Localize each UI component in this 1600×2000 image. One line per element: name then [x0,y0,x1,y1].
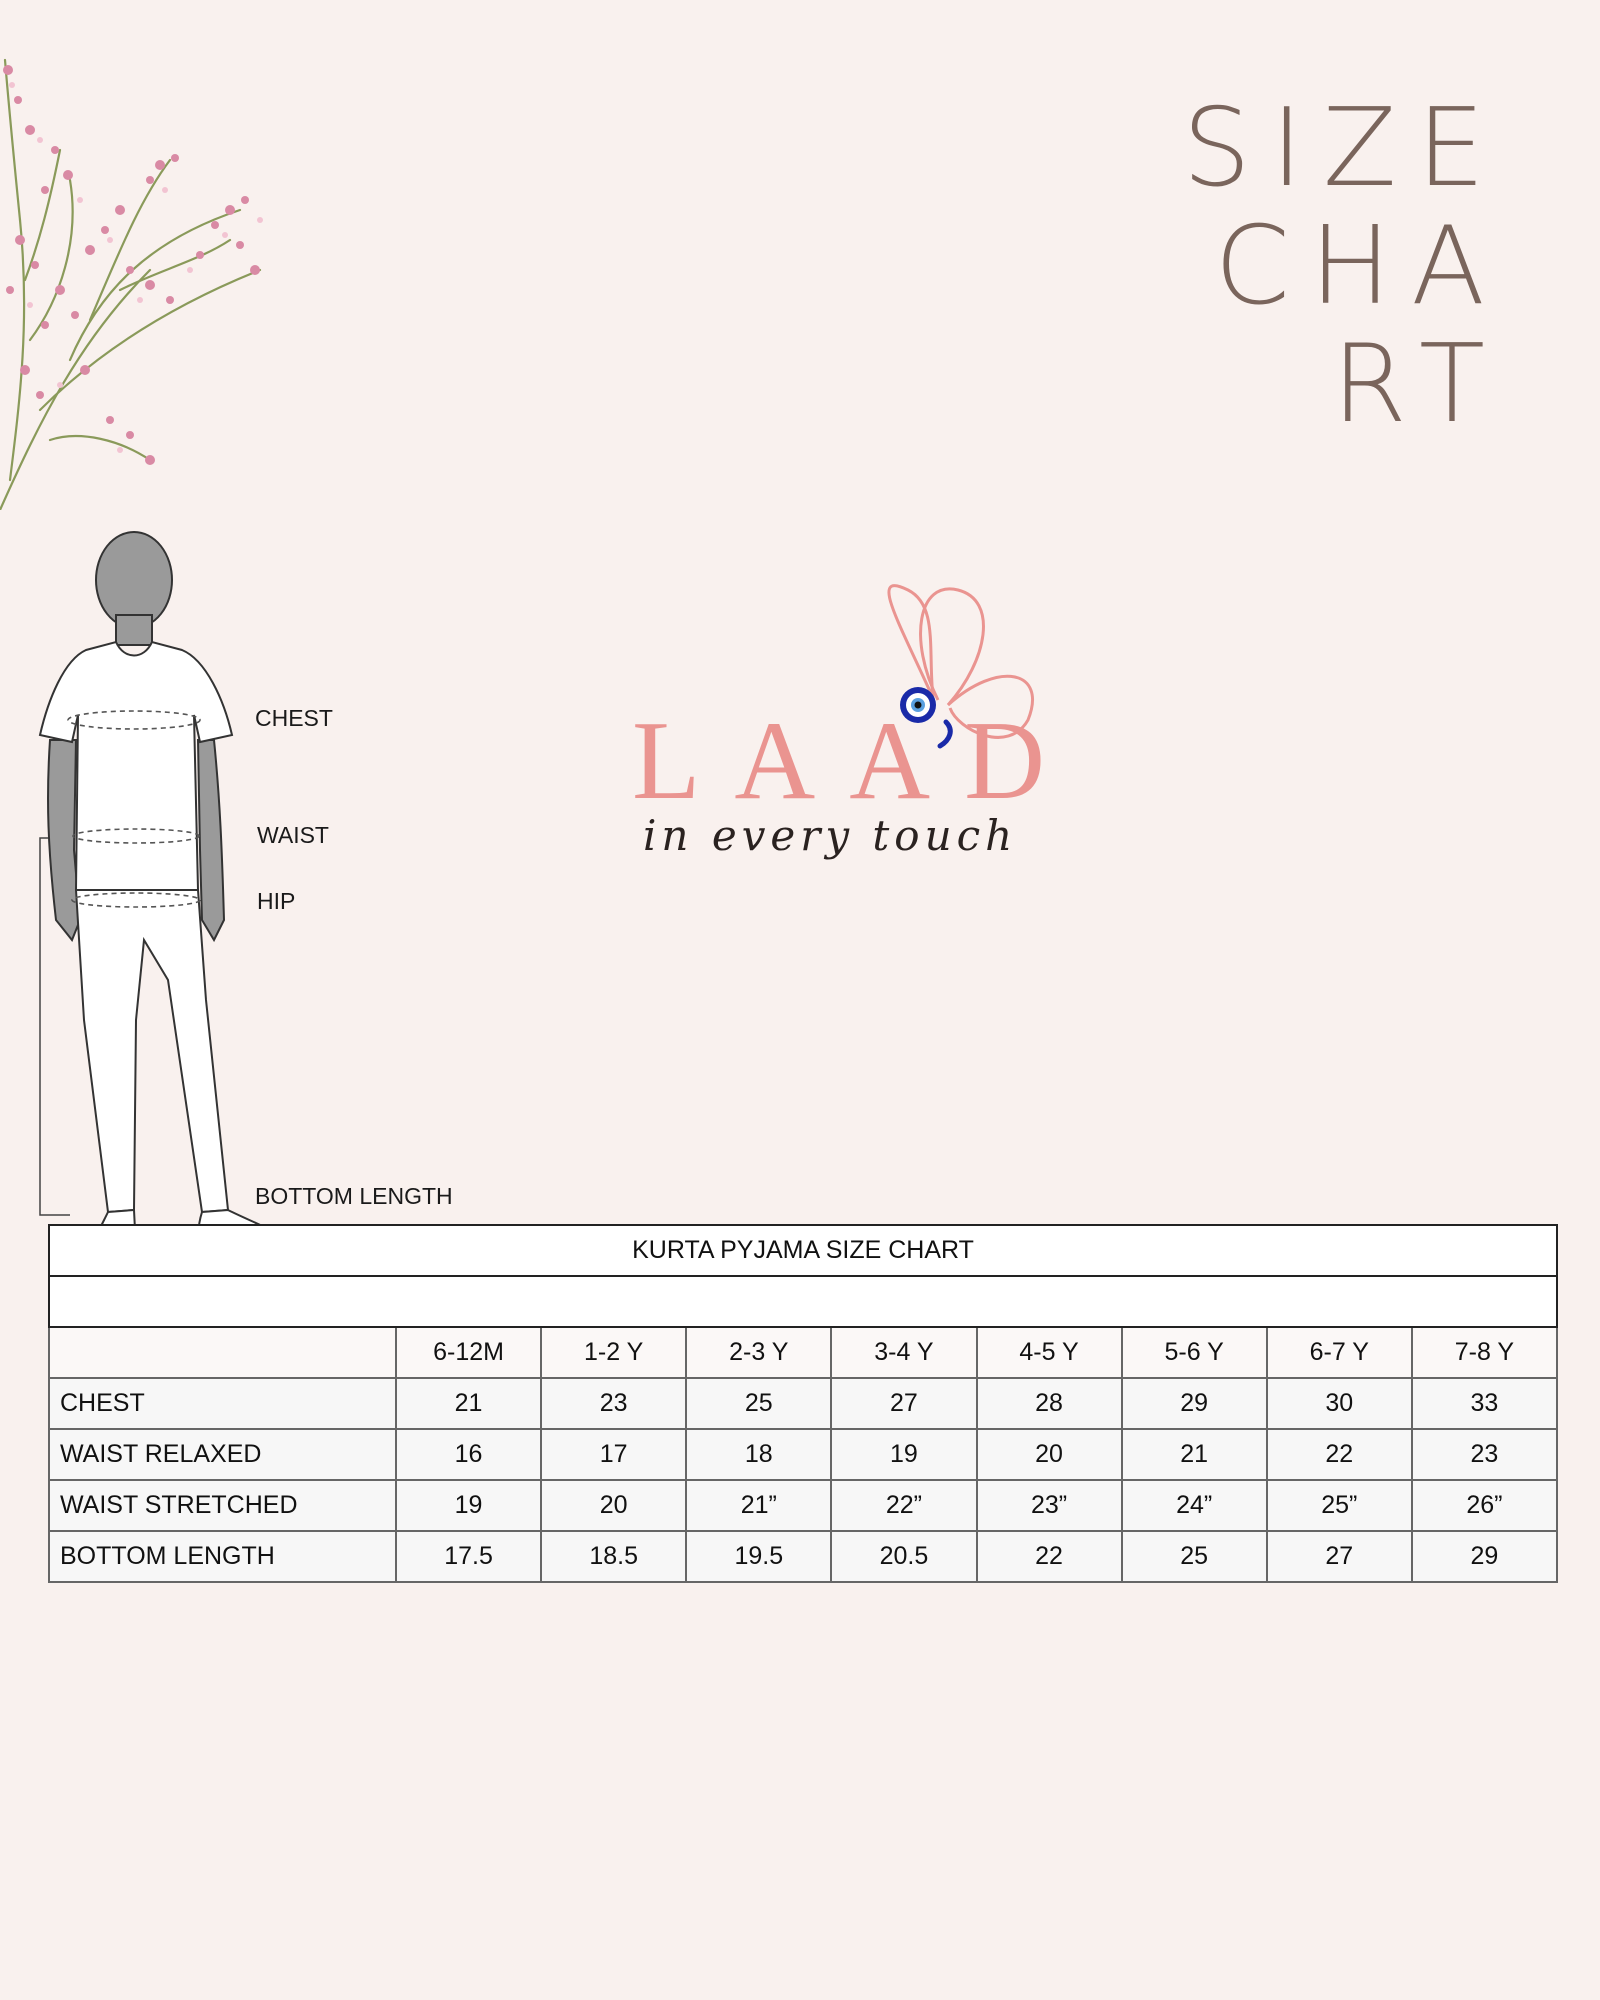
column-header: 5-6 Y [1122,1327,1267,1378]
column-header: 7-8 Y [1412,1327,1557,1378]
table-cell: 19 [396,1480,541,1531]
table-cell: 21” [686,1480,831,1531]
label-bottom-length: BOTTOM LENGTH [255,1183,453,1209]
table-cell: 17.5 [396,1531,541,1582]
table-cell: 27 [1267,1531,1412,1582]
table-cell: 18 [686,1429,831,1480]
row-label: BOTTOM LENGTH [49,1531,396,1582]
brand-logo [628,580,1080,900]
title-line-2: CHA [1214,204,1505,329]
header-corner [49,1327,396,1378]
table-cell: 22 [1267,1429,1412,1480]
table-cell: 33 [1412,1378,1557,1429]
row-label: WAIST RELAXED [49,1429,396,1480]
table-cell: 26” [1412,1480,1557,1531]
table-cell: 23” [977,1480,1122,1531]
table-row [49,1480,1557,1531]
table-row [49,1378,1557,1429]
column-header: 3-4 Y [831,1327,976,1378]
table-cell: 25 [1122,1531,1267,1582]
table-cell: 19 [831,1429,976,1480]
table-cell: 23 [541,1378,686,1429]
label-chest: CHEST [255,705,333,731]
logo-wordmark: LAAD [632,699,1080,823]
title-line-3: RT [1331,322,1505,447]
table-cell: 20 [977,1429,1122,1480]
table-cell: 23 [1412,1429,1557,1480]
column-header: 2-3 Y [686,1327,831,1378]
table-row [49,1531,1557,1582]
table-blank-row [49,1276,1557,1327]
table-cell: 17 [541,1429,686,1480]
row-label: WAIST STRETCHED [49,1480,396,1531]
label-waist: WAIST [257,822,329,848]
table-cell: 21 [1122,1429,1267,1480]
table-cell: 20.5 [831,1531,976,1582]
label-hip: HIP [257,888,296,914]
column-header: 6-12M [396,1327,541,1378]
table-cell: 29 [1122,1378,1267,1429]
table-row [49,1429,1557,1480]
table-cell: 25” [1267,1480,1412,1531]
column-header: 1-2 Y [541,1327,686,1378]
table-title-row [49,1225,1557,1276]
table-subtitle [49,1276,1557,1327]
table-cell: 22” [831,1480,976,1531]
table-cell: 19.5 [686,1531,831,1582]
table-cell: 28 [977,1378,1122,1429]
table-cell: 25 [686,1378,831,1429]
table-cell: 27 [831,1378,976,1429]
row-label: CHEST [49,1378,396,1429]
table-cell: 20 [541,1480,686,1531]
table-cell: 16 [396,1429,541,1480]
title-line-1: SIZE [1182,86,1505,211]
table-cell: 18.5 [541,1531,686,1582]
table-cell: 29 [1412,1531,1557,1582]
logo-tagline: in every touch [643,811,1018,860]
table-header-row [49,1327,1557,1378]
table-cell: 21 [396,1378,541,1429]
table-cell: 22 [977,1531,1122,1582]
flower-branch-decoration [0,40,290,510]
column-header: 6-7 Y [1267,1327,1412,1378]
table-cell: 30 [1267,1378,1412,1429]
size-chart-title [1182,86,1505,447]
column-header: 4-5 Y [977,1327,1122,1378]
table-title: KURTA PYJAMA SIZE CHART [49,1225,1557,1276]
size-chart-table [48,1224,1558,1583]
table-cell: 24” [1122,1480,1267,1531]
